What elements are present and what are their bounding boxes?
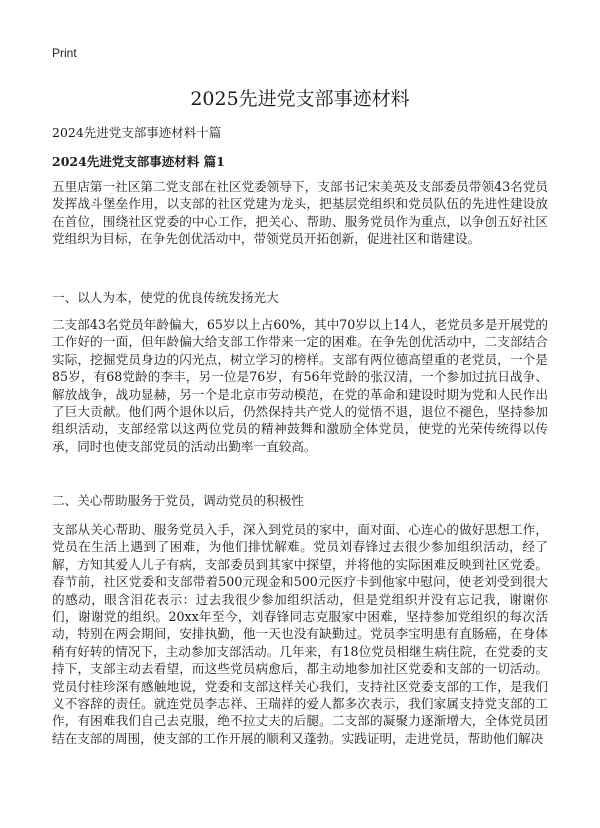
page-title: 2025先进党支部事迹材料 bbox=[190, 88, 410, 110]
section-1-paragraph: 二支部43名党员年龄偏大，65岁以上占60%，其中70岁以上14人，老党员多是开展党的工作好的一面，但年龄偏大给支部工作带来一定的困难。在争先创优活动中，二支部结合实际，挖掘党员身边的闪光点，树立学习的榜样。支部有两位德高望重的老党员，一个是85岁，有68党龄的李丰，另一位是76岁，有56年党龄的张汉清，一个参加过抗日战争、解放战争，战功显赫，另一个是北京市劳动模范，在党的革命和建设时期为党和人民作出了巨大贡献。他们两个退休以后，仍然保持共产党人的觉悟不退，退位不褪色，坚持参加组织活动，支部经常以这两位党员的精神鼓舞和激励全体党员，使党的光荣传统得以传承，同时也使支部党员的活动出勤率一直较高。 bbox=[52, 317, 548, 454]
section-heading-1: 一、以人为本，使党的优良传统发扬光大 bbox=[52, 290, 279, 305]
document-subtitle: 2024先进党支部事迹材料十篇 bbox=[52, 125, 222, 140]
section-2-paragraph: 支部从关心帮助、服务党员入手，深入到党员的家中，面对面、心连心的做好思想工作，党员在生活上遇到了困难，为他们排忧解难。党员刘春锋过去很少参加组织活动，经了解，方知其爱人儿子有病，支部委员到其家中探望，并将他的实际困难反映到社区党委。春节前，社区党委和支部带着500元现金和500元医疗卡到他家中慰问，使老刘受到很大的感动，眼含泪花表示：过去我很少参加组织活动，但是党组织并没有忘记我，谢谢你们，谢谢党的组织。20xx年至今，刘春锋同志克服家中困难，坚持参加党组织的每次活动，特别在两会期间，安排执勤，他一天也没有缺勤过。党员李宝明患有直肠癌，在身体稍有好转的情况下，主动参加支部活动。几年来，有18位党员相继生病住院，在党委的支持下，支部主动去看望，而这些党员病愈后，都主动地参加社区党委和支部的一切活动。党员付桂珍深有感触地说，党委和支部这样关心我们，支持社区党委支部的工作，是我们义不容辞的责任。就连党员李志祥、王瑞祥的爱人都多次表示，我们家属支持党支部的工作，有困难我们自己去克服，绝不拉丈夫的后腿。二支部的凝聚力逐渐增大，全体党员团结在支部的周围，使支部的工作开展的顺利又蓬勃。实践证明，走进党员，帮助他们解决 bbox=[52, 522, 548, 746]
section-heading-2: 二、关心帮助服务于党员，调动党员的积极性 bbox=[52, 493, 304, 508]
print-link[interactable]: Print bbox=[52, 46, 77, 60]
intro-paragraph: 五里店第一社区第二党支部在社区党委领导下，支部书记宋美英及支部委员带领43名党员发挥战斗堡垒作用，以支部的社区党建为龙头，把基层党组织和党员队伍的先进性建设放在首位，围绕社区党委的中心工作，把关心、帮助、服务党员作为重点，以争创五好社区党组织为目标，在争先创优活动中，带领党员开拓创新，促进社区和谐建设。 bbox=[52, 179, 548, 247]
section-title: 2024先进党支部事迹材料 篇1 bbox=[52, 154, 225, 169]
